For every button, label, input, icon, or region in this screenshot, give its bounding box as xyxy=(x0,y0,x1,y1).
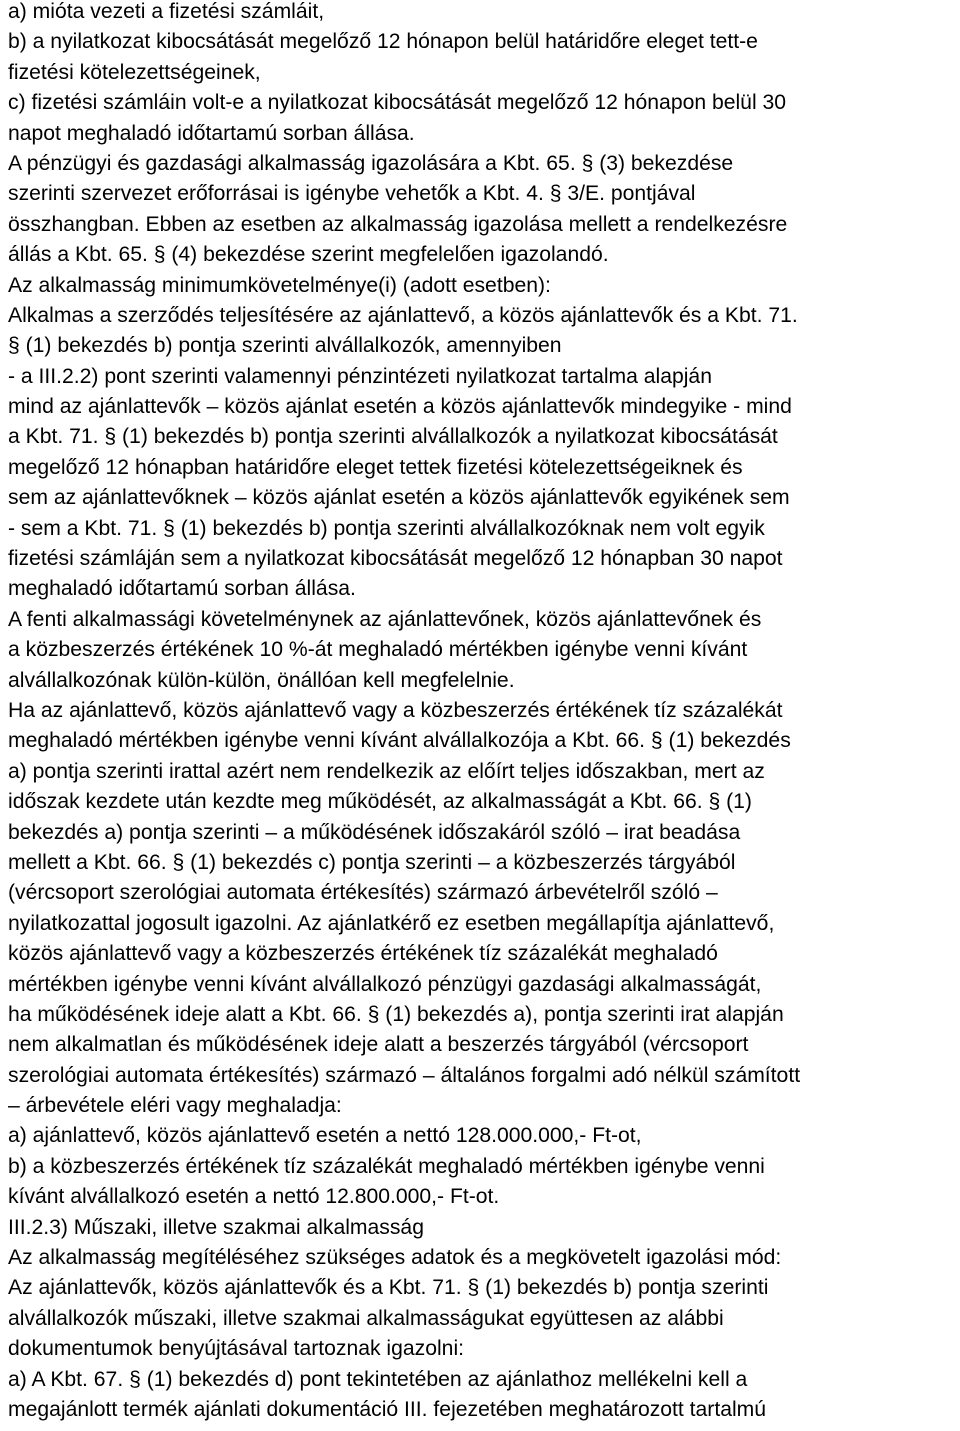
text-line: megajánlott termék ajánlati dokumentáció III. fejezetében meghatározott tartalmú xyxy=(8,1397,767,1421)
text-line: állás a Kbt. 65. § (4) bekezdése szerint megfelelően igazolandó. xyxy=(8,243,609,267)
text-line: Ha az ajánlattevő, közös ajánlattevő vagy a közbeszerzés értékének tíz százalékát xyxy=(8,698,783,722)
text-line: fizetési kötelezettségeinek, xyxy=(8,60,261,84)
text-line: bekezdés a) pontja szerinti – a működésének időszakáról szóló – irat beadása xyxy=(8,820,741,844)
text-line: mind az ajánlattevők – közös ajánlat esetén a közös ajánlattevők mindegyike - mind xyxy=(8,395,792,419)
text-line: fizetési számláján sem a nyilatkozat kibocsátását megelőző 12 hónapban 30 napot xyxy=(8,547,783,571)
text-line: b) a közbeszerzés értékének tíz százalékát meghaladó mértékben igénybe venni xyxy=(8,1154,765,1178)
text-line: Az ajánlattevők, közös ajánlattevők és a Kbt. 71. § (1) bekezdés b) pontja szerinti xyxy=(8,1276,769,1300)
text-line: A fenti alkalmassági követelménynek az ajánlattevőnek, közös ajánlattevőnek és xyxy=(8,607,762,631)
text-line: alvállalkozók műszaki, illetve szakmai alkalmasságukat együttesen az alábbi xyxy=(8,1306,724,1330)
text-line: megelőző 12 hónapban határidőre eleget tettek fizetési kötelezettségeiknek és xyxy=(8,455,743,479)
text-line: szerológiai automata értékesítés) származó – általános forgalmi adó nélkül számított xyxy=(8,1063,801,1087)
text-line: nyilatkozattal jogosult igazolni. Az ajánlatkérő ez esetben megállapítja ajánlattevő, xyxy=(8,911,775,935)
text-line: - a III.2.2) pont szerinti valamennyi pénzintézeti nyilatkozat tartalma alapján xyxy=(8,364,712,388)
text-line: közös ajánlattevő vagy a közbeszerzés értékének tíz százalékát meghaladó xyxy=(8,942,718,966)
text-line: a) pontja szerinti irattal azért nem rendelkezik az előírt teljes időszakban, mert az xyxy=(8,759,765,783)
text-line: a Kbt. 71. § (1) bekezdés b) pontja szerinti alvállalkozók a nyilatkozat kibocsátását xyxy=(8,425,778,449)
text-line: c) fizetési számláin volt-e a nyilatkozat kibocsátását megelőző 12 hónapon belül 30 xyxy=(8,91,787,115)
text-line: a közbeszerzés értékének 10 %-át meghaladó mértékben igénybe venni kívánt xyxy=(8,638,748,662)
text-line: § (1) bekezdés b) pontja szerinti alvállalkozók, amennyiben xyxy=(8,334,562,358)
text-line: Az alkalmasság minimumkövetelménye(i) (adott esetben): xyxy=(8,273,551,297)
text-line: ha működésének ideje alatt a Kbt. 66. § (1) bekezdés a), pontja szerinti irat alapján xyxy=(8,1002,784,1026)
text-line: összhangban. Ebben az esetben az alkalmasság igazolása mellett a rendelkezésre xyxy=(8,212,788,236)
text-line: a) A Kbt. 67. § (1) bekezdés d) pont tekintetében az ajánlathoz mellékelni kell a xyxy=(8,1367,748,1391)
text-line: dokumentumok benyújtásával tartoznak igazolni: xyxy=(8,1337,465,1361)
text-line: b) a nyilatkozat kibocsátását megelőző 12 hónapon belül határidőre eleget tett-e xyxy=(8,30,758,54)
text-line: - sem a Kbt. 71. § (1) bekezdés b) pontja szerinti alvállalkozóknak nem volt egyik xyxy=(8,516,765,540)
text-line: meghaladó mértékben igénybe venni kívánt alvállalkozója a Kbt. 66. § (1) bekezdés xyxy=(8,729,791,753)
text-line: a) mióta vezeti a fizetési számláit, xyxy=(8,0,325,23)
text-line: a) ajánlattevő, közös ajánlattevő esetén a nettó 128.000.000,- Ft-ot, xyxy=(8,1124,642,1148)
text-line: A pénzügyi és gazdasági alkalmasság igazolására a Kbt. 65. § (3) bekezdése xyxy=(8,151,734,175)
text-line: alvállalkozónak külön-külön, önállóan kell megfelelnie. xyxy=(8,668,515,692)
text-line: szerinti szervezet erőforrásai is igénybe vehetők a Kbt. 4. § 3/E. pontjával xyxy=(8,182,696,206)
text-line: sem az ajánlattevőknek – közös ajánlat esetén a közös ajánlattevők egyikének sem xyxy=(8,486,790,510)
text-line: napot meghaladó időtartamú sorban állása. xyxy=(8,121,415,145)
text-line: (vércsoport szerológiai automata értékesítés) származó árbevételről szóló – xyxy=(8,881,718,905)
text-line: időszak kezdete után kezdte meg működését, az alkalmasságát a Kbt. 66. § (1) xyxy=(8,790,752,814)
text-line: – árbevétele eléri vagy meghaladja: xyxy=(8,1094,342,1118)
text-line: mértékben igénybe venni kívánt alvállalkozó pénzügyi gazdasági alkalmasságát, xyxy=(8,972,762,996)
text-line: meghaladó időtartamú sorban állása. xyxy=(8,577,356,601)
text-line: Alkalmas a szerződés teljesítésére az ajánlattevő, a közös ajánlattevők és a Kbt. 71. xyxy=(8,303,798,327)
text-line: III.2.3) Műszaki, illetve szakmai alkalmasság xyxy=(8,1215,424,1239)
text-line: kívánt alvállalkozó esetén a nettó 12.800.000,- Ft-ot. xyxy=(8,1185,500,1209)
text-line: nem alkalmatlan és működésének ideje alatt a beszerzés tárgyából (vércsoport xyxy=(8,1033,749,1057)
text-line: Az alkalmasság megítéléséhez szükséges adatok és a megkövetelt igazolási mód: xyxy=(8,1246,782,1270)
text-line: mellett a Kbt. 66. § (1) bekezdés c) pontja szerinti – a közbeszerzés tárgyából xyxy=(8,850,736,874)
